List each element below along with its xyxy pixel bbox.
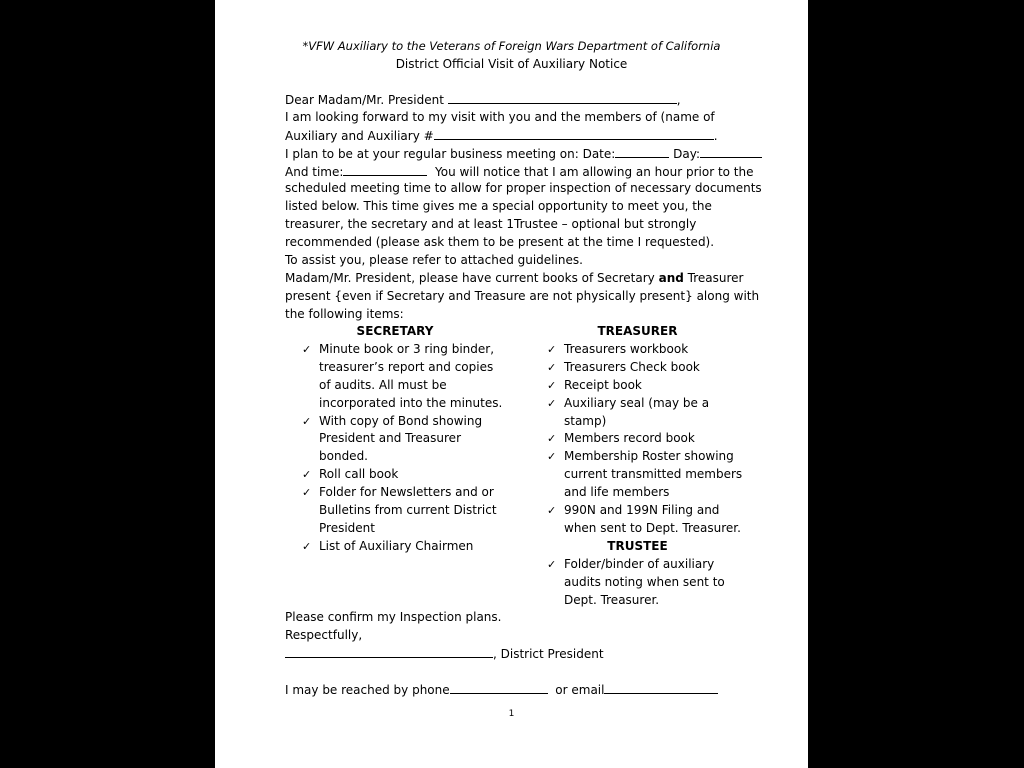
treasurer-item: ✓ 990N and 199N Filing and when sent to Dept. Treasurer. [547, 503, 741, 535]
secretary-item: ✓ Folder for Newsletters and or Bulletins from current District President [302, 485, 497, 535]
letter-line: Auxiliary and Auxiliary # [285, 128, 434, 143]
checkmark-icon: ✓ [302, 486, 312, 500]
treasurer-item: ✓ Receipt book [530, 377, 745, 395]
secretary-item: ✓ Minute book or 3 ring binder, treasurer’s report and copies of audits. All must be incorporated into the minutes. [302, 341, 503, 410]
letter-line: listed below. This time gives me a special opportunity to meet you, the [285, 199, 712, 214]
letter-line: the following items: [285, 306, 404, 321]
treasurer-column [530, 323, 745, 609]
contact-line [285, 681, 745, 700]
secretary-item: ✓ Roll call book [285, 466, 505, 484]
page-number: 1 [508, 709, 515, 719]
letter-line: To assist you, please refer to attached guidelines. [285, 253, 583, 268]
checkmark-icon: ✓ [302, 414, 312, 428]
phone-blank[interactable] [450, 681, 548, 694]
document-page [215, 0, 808, 768]
meeting-date-blank[interactable] [615, 145, 669, 158]
letter-line: Madam/Mr. President, please have current books of Secretary [285, 270, 655, 285]
auxiliary-number-blank[interactable] [434, 127, 714, 140]
treasurer-item: ✓ Membership Roster showing current transmitted members and life members [547, 449, 743, 500]
president-name-blank[interactable] [448, 91, 677, 104]
confirm-line: Please confirm my Inspection plans. [285, 610, 502, 624]
closing-block [285, 609, 745, 663]
salutation: Dear Madam/Mr. President [285, 93, 444, 107]
treasurer-heading: TREASURER [597, 324, 678, 338]
checkmark-icon: ✓ [547, 342, 557, 356]
treasurer-item: ✓ Members record book [530, 430, 745, 448]
letter-line: scheduled meeting time to allow for proper inspection of necessary documents [285, 181, 762, 196]
trustee-checklist [530, 556, 745, 610]
signature-title: , District President [493, 646, 604, 661]
secretary-column [285, 323, 505, 556]
checkmark-icon: ✓ [302, 539, 312, 553]
secretary-item: ✓ With copy of Bond showing President and Treasurer bonded. [302, 413, 483, 464]
treasurer-item: ✓ Treasurers Check book [530, 359, 745, 377]
checkmark-icon: ✓ [547, 378, 557, 392]
checkmark-icon: ✓ [302, 468, 312, 482]
letter-line: present {even if Secretary and Treasure are not physically present} along with [285, 288, 760, 303]
letter-line: And time: [285, 164, 344, 179]
checkmark-icon: ✓ [547, 557, 557, 571]
letter-line: I plan to be at your regular business meeting on: Date: [285, 146, 616, 161]
trustee-item: ✓ Folder/binder of auxiliary audits noting when sent to Dept. Treasurer. [547, 556, 725, 607]
document-subtitle: District Official Visit of Auxiliary Notice [395, 57, 628, 71]
treasurer-item: ✓ Treasurers workbook [530, 341, 745, 359]
treasurer-checklist [530, 341, 745, 538]
email-blank[interactable] [604, 681, 718, 694]
checkmark-icon: ✓ [547, 396, 557, 410]
checkmark-icon: ✓ [547, 504, 557, 518]
checkmark-icon: ✓ [547, 450, 557, 464]
phone-label: I may be reached by phone [285, 683, 450, 697]
checkmark-icon: ✓ [302, 342, 312, 356]
letter-line: I am looking forward to my visit with you and the members of (name of [285, 109, 715, 124]
signature-blank[interactable] [285, 645, 493, 658]
respectfully-line: Respectfully, [285, 627, 363, 642]
secretary-item: ✓ List of Auxiliary Chairmen [285, 538, 505, 556]
trustee-heading: TRUSTEE [607, 538, 668, 553]
letter-body: Dear Madam/Mr. President , I am looking forward to my visit with you and the members of (name of Auxiliary and Auxiliary # . I plan to be at your regular business meeting on: Date: Day: And time: You will notice that I am allowing an hour prior to the scheduled meeting time to allow for proper inspection of necessary documents listed below. This time gives me a special opportunity to meet you, the treasurer, the secretary and at least 1Trustee – optional but strongly recommended (please ask them to be present at the time I requested). To assist you, please refer to attached guidelines. Madam/Mr. President, please have current books of Secretary and Treasurer present {even if Secretary and Treasure are not physically present} along with the following items: [285, 91, 745, 324]
email-label: or email [555, 683, 605, 697]
treasurer-item: ✓ Auxiliary seal (may be a stamp) [547, 395, 710, 428]
document-title: *VFW Auxiliary to the Veterans of Foreign Wars Department of California [302, 39, 721, 53]
meeting-day-blank[interactable] [700, 145, 762, 158]
letter-line: recommended (please ask them to be present at the time I requested). [285, 235, 715, 250]
secretary-checklist [285, 341, 505, 556]
secretary-heading: SECRETARY [356, 324, 434, 338]
letter-line: treasurer, the secretary and at least 1Trustee – optional but strongly [285, 217, 697, 232]
meeting-time-blank[interactable] [343, 163, 427, 176]
emphasis-and: and [658, 270, 684, 285]
checkmark-icon: ✓ [547, 432, 557, 446]
checkmark-icon: ✓ [547, 360, 557, 374]
